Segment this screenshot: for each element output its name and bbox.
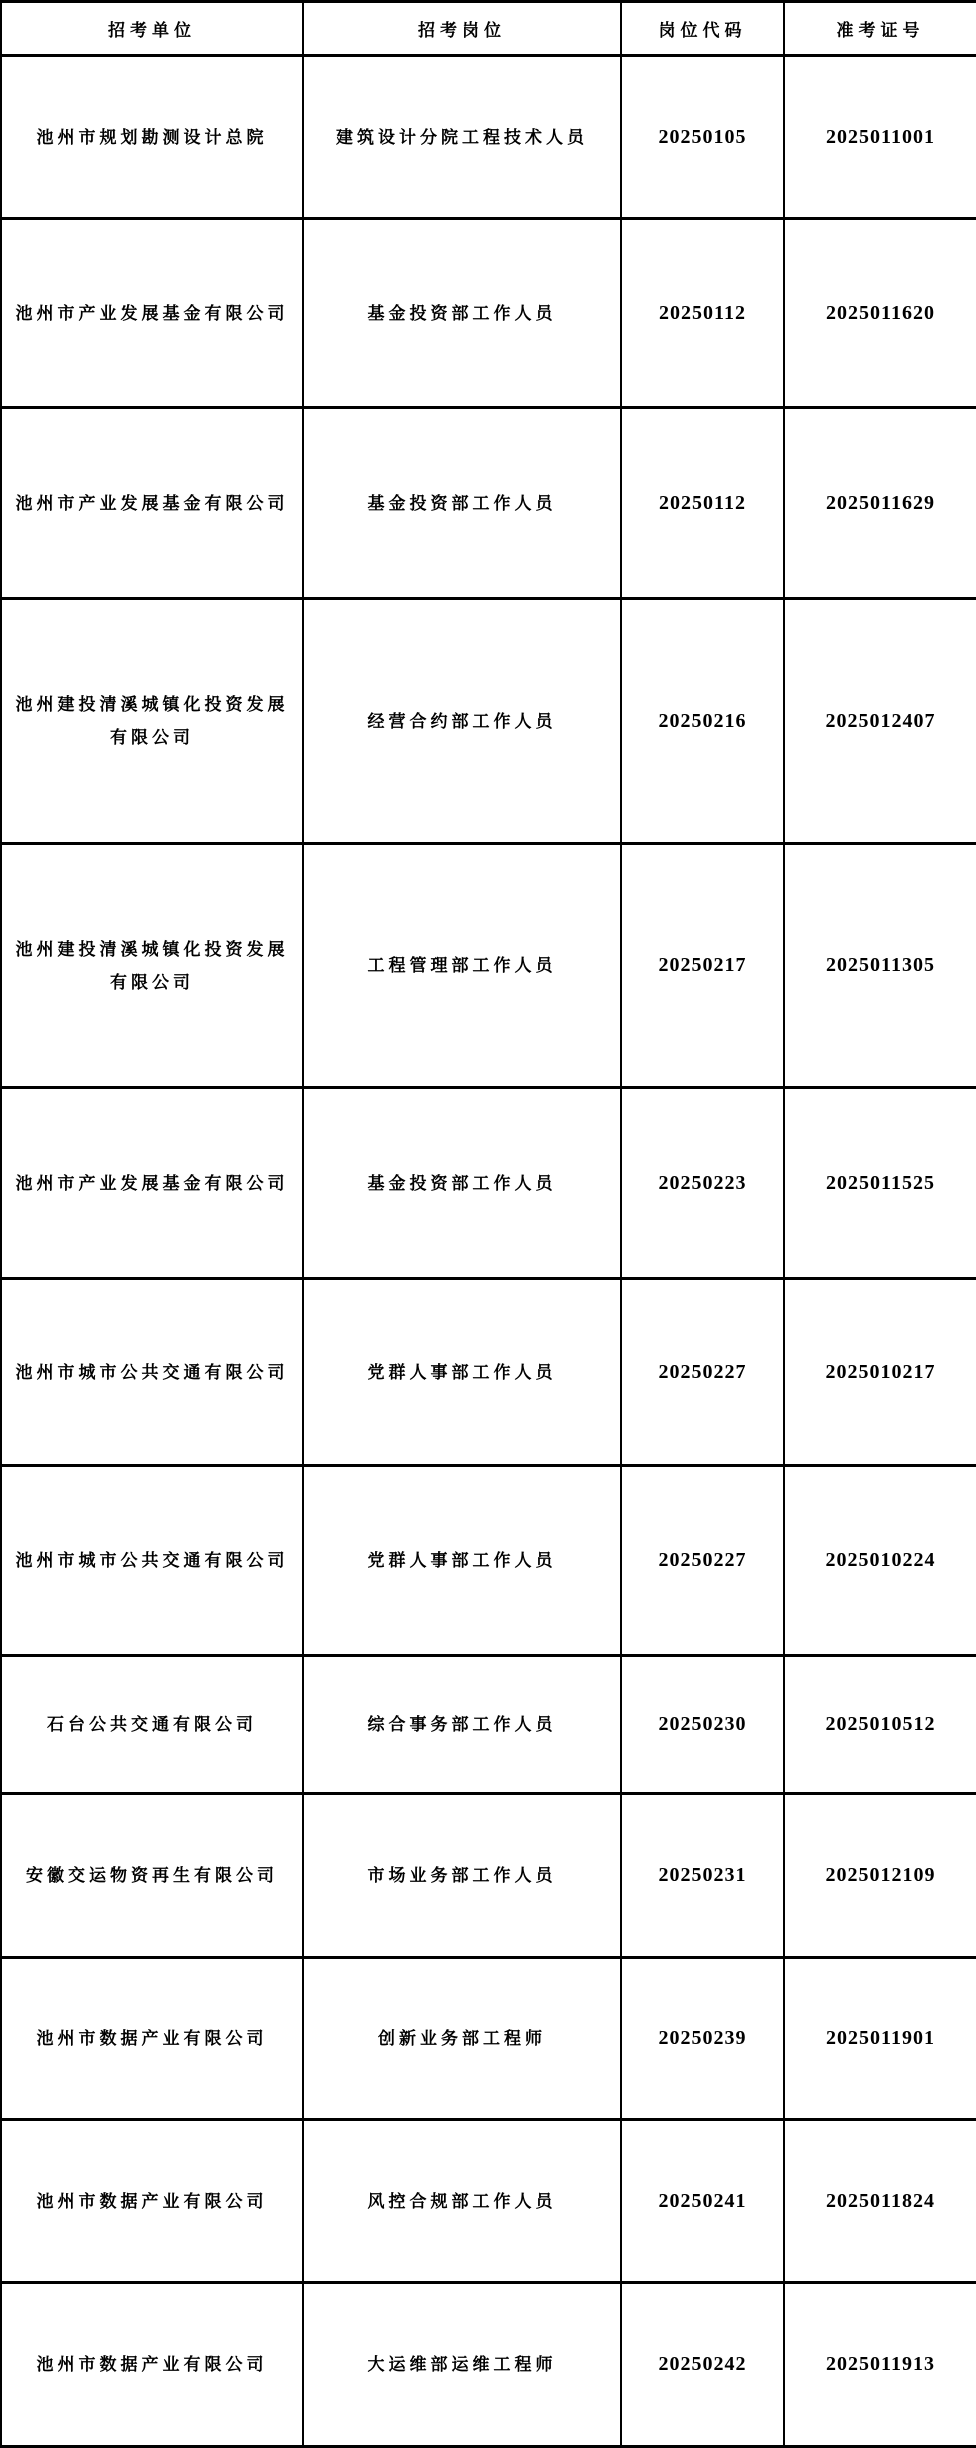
ticket-cell: 2025010217 bbox=[784, 1279, 976, 1466]
table-row bbox=[1, 1794, 976, 1958]
ticket-cell: 2025012109 bbox=[784, 1794, 976, 1958]
header-position-code: 岗位代码 bbox=[621, 2, 784, 56]
ticket-cell: 2025011525 bbox=[784, 1088, 976, 1279]
position-cell: 经营合约部工作人员 bbox=[303, 599, 621, 844]
unit-cell: 池州市城市公共交通有限公司 bbox=[1, 1466, 303, 1656]
position-cell: 市场业务部工作人员 bbox=[303, 1794, 621, 1958]
table-row bbox=[1, 1088, 976, 1279]
position-cell: 创新业务部工程师 bbox=[303, 1958, 621, 2120]
table-row bbox=[1, 2120, 976, 2283]
unit-cell: 石台公共交通有限公司 bbox=[1, 1656, 303, 1794]
table-row bbox=[1, 2283, 976, 2447]
unit-cell: 池州建投清溪城镇化投资发展有限公司 bbox=[1, 599, 303, 844]
table-row bbox=[1, 408, 976, 599]
code-cell: 20250227 bbox=[621, 1279, 784, 1466]
ticket-cell: 2025011001 bbox=[784, 56, 976, 219]
code-cell: 20250241 bbox=[621, 2120, 784, 2283]
table-row bbox=[1, 599, 976, 844]
table-row bbox=[1, 1656, 976, 1794]
position-cell: 综合事务部工作人员 bbox=[303, 1656, 621, 1794]
code-cell: 20250239 bbox=[621, 1958, 784, 2120]
header-ticket-number: 准考证号 bbox=[784, 2, 976, 56]
code-cell: 20250223 bbox=[621, 1088, 784, 1279]
unit-cell: 池州市数据产业有限公司 bbox=[1, 1958, 303, 2120]
code-cell: 20250231 bbox=[621, 1794, 784, 1958]
header-row bbox=[1, 2, 976, 56]
position-cell: 基金投资部工作人员 bbox=[303, 1088, 621, 1279]
ticket-cell: 2025010512 bbox=[784, 1656, 976, 1794]
unit-cell: 池州市数据产业有限公司 bbox=[1, 2120, 303, 2283]
ticket-cell: 2025012407 bbox=[784, 599, 976, 844]
unit-cell: 安徽交运物资再生有限公司 bbox=[1, 1794, 303, 1958]
unit-cell: 池州市产业发展基金有限公司 bbox=[1, 219, 303, 408]
table-body bbox=[1, 56, 976, 2447]
table-row bbox=[1, 219, 976, 408]
unit-cell: 池州建投清溪城镇化投资发展有限公司 bbox=[1, 844, 303, 1088]
position-cell: 建筑设计分院工程技术人员 bbox=[303, 56, 621, 219]
code-cell: 20250242 bbox=[621, 2283, 784, 2447]
code-cell: 20250230 bbox=[621, 1656, 784, 1794]
unit-cell: 池州市产业发展基金有限公司 bbox=[1, 408, 303, 599]
position-cell: 基金投资部工作人员 bbox=[303, 219, 621, 408]
ticket-cell: 2025011305 bbox=[784, 844, 976, 1088]
code-cell: 20250112 bbox=[621, 408, 784, 599]
table-row bbox=[1, 56, 976, 219]
code-cell: 20250112 bbox=[621, 219, 784, 408]
table-row bbox=[1, 1279, 976, 1466]
position-cell: 党群人事部工作人员 bbox=[303, 1279, 621, 1466]
ticket-cell: 2025011620 bbox=[784, 219, 976, 408]
position-cell: 风控合规部工作人员 bbox=[303, 2120, 621, 2283]
ticket-cell: 2025011629 bbox=[784, 408, 976, 599]
code-cell: 20250105 bbox=[621, 56, 784, 219]
ticket-cell: 2025011901 bbox=[784, 1958, 976, 2120]
table-row bbox=[1, 1466, 976, 1656]
position-cell: 党群人事部工作人员 bbox=[303, 1466, 621, 1656]
code-cell: 20250217 bbox=[621, 844, 784, 1088]
code-cell: 20250216 bbox=[621, 599, 784, 844]
position-cell: 大运维部运维工程师 bbox=[303, 2283, 621, 2447]
code-cell: 20250227 bbox=[621, 1466, 784, 1656]
header-recruiting-position: 招考岗位 bbox=[303, 2, 621, 56]
position-cell: 工程管理部工作人员 bbox=[303, 844, 621, 1088]
ticket-cell: 2025010224 bbox=[784, 1466, 976, 1656]
position-cell: 基金投资部工作人员 bbox=[303, 408, 621, 599]
ticket-cell: 2025011913 bbox=[784, 2283, 976, 2447]
table-row bbox=[1, 1958, 976, 2120]
unit-cell: 池州市规划勘测设计总院 bbox=[1, 56, 303, 219]
table-row bbox=[1, 844, 976, 1088]
unit-cell: 池州市产业发展基金有限公司 bbox=[1, 1088, 303, 1279]
header-recruiting-unit: 招考单位 bbox=[1, 2, 303, 56]
unit-cell: 池州市数据产业有限公司 bbox=[1, 2283, 303, 2447]
ticket-cell: 2025011824 bbox=[784, 2120, 976, 2283]
unit-cell: 池州市城市公共交通有限公司 bbox=[1, 1279, 303, 1466]
